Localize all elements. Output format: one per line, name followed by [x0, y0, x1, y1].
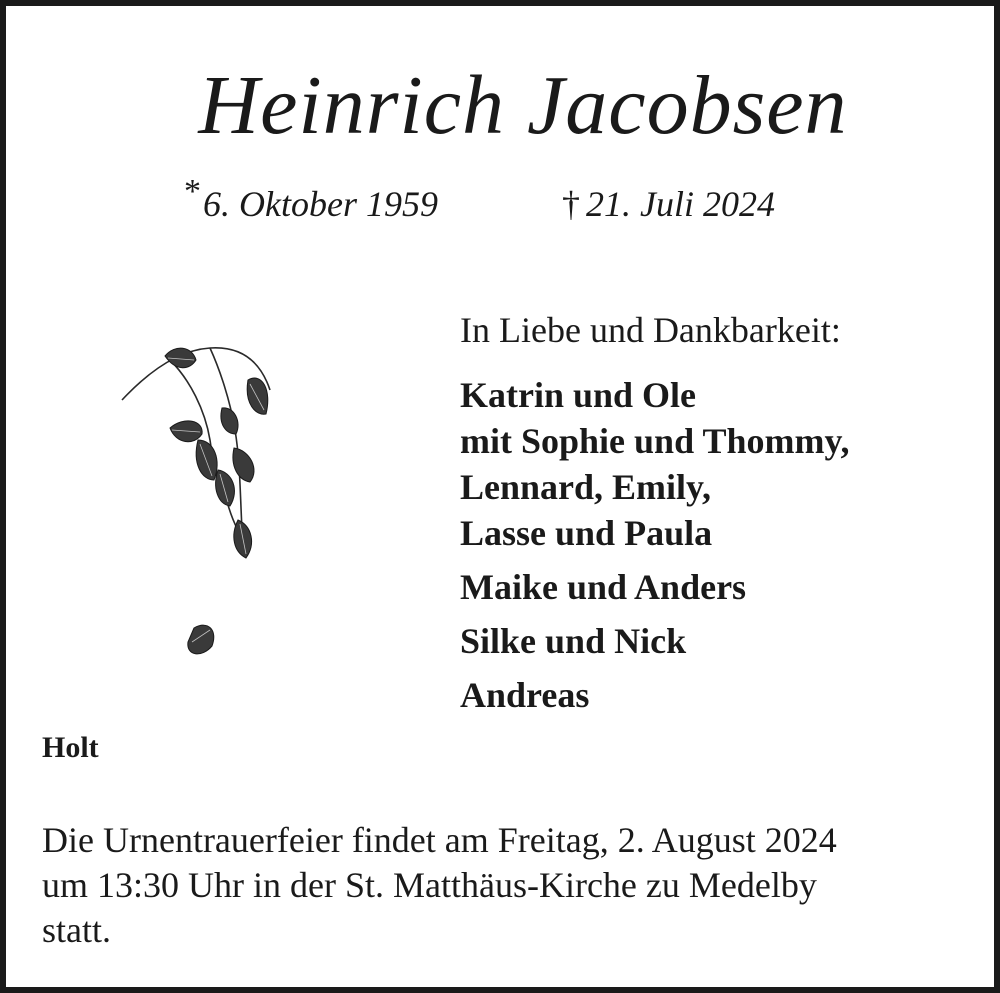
mourner-line: Lasse und Paula: [460, 513, 713, 553]
birth-date: 6. Oktober 1959: [203, 184, 438, 224]
mourner-line: Andreas: [460, 675, 590, 715]
death-date-line: [562, 182, 775, 226]
death-date: 21. Juli 2024: [586, 184, 775, 224]
deceased-name: Heinrich Jacobsen: [198, 59, 848, 152]
place-name: Holt: [42, 731, 99, 764]
mourner-line: Maike und Anders: [460, 567, 747, 607]
birth-date-line: [184, 173, 438, 228]
mourners-list: [460, 372, 849, 718]
death-symbol: †: [562, 184, 580, 224]
mourner-line: Katrin und Ole: [460, 375, 697, 415]
ceremony-line: statt.: [42, 910, 111, 950]
birch-branch-leaves-icon: [110, 330, 310, 690]
mourner-line: mit Sophie und Thommy,: [460, 421, 850, 461]
mourner-line: Lennard, Emily,: [460, 467, 712, 507]
ceremony-text: [42, 818, 972, 953]
ceremony-line: um 13:30 Uhr in der St. Matthäus-Kirche zu Medelby: [42, 865, 817, 905]
ceremony-line: Die Urnentrauerfeier findet am Freitag, 2. August 2024: [42, 820, 837, 860]
birth-symbol: *: [184, 173, 201, 210]
mourner-line: Silke und Nick: [460, 621, 687, 661]
intro-text: In Liebe und Dankbarkeit:: [460, 310, 841, 350]
